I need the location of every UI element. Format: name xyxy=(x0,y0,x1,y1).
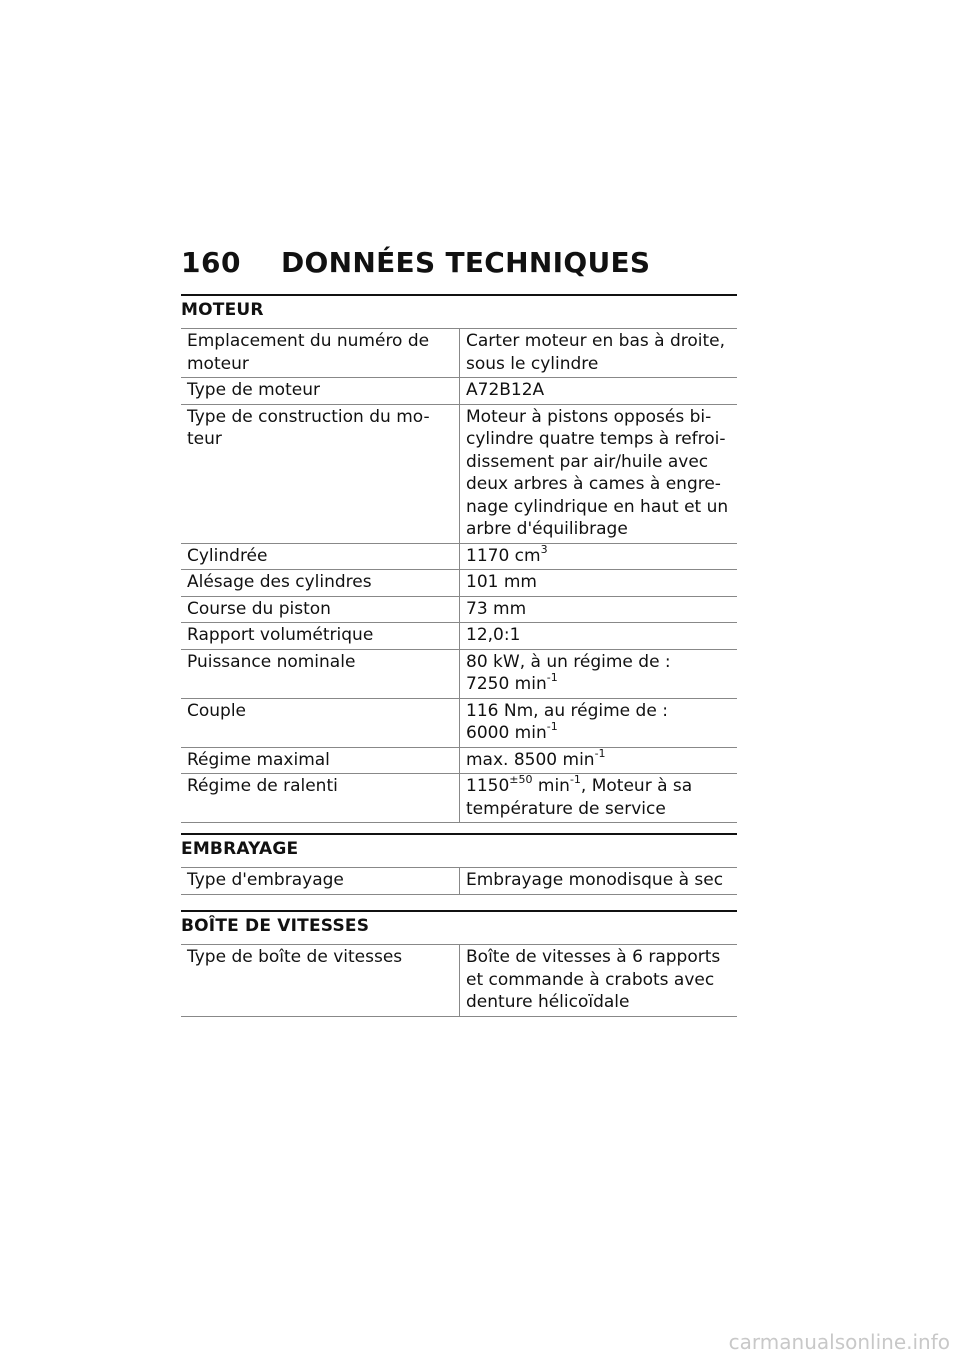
table-row xyxy=(181,378,737,405)
value-superscript: ±50 xyxy=(509,773,533,787)
spec-value: 12,0:1 xyxy=(466,625,521,645)
value-text: 1170 cm xyxy=(466,545,541,566)
table-row xyxy=(181,945,737,1017)
table-row xyxy=(181,543,737,570)
spec-value xyxy=(460,543,738,570)
table-row xyxy=(181,698,737,747)
spec-label: Régime de ralenti xyxy=(181,774,460,823)
value-text: 80 kW, à un régime de : xyxy=(466,651,671,672)
spec-table-embrayage xyxy=(181,867,737,895)
spec-label: Rapport volumétrique xyxy=(181,623,460,650)
table-row xyxy=(181,623,737,650)
value-superscript: 3 xyxy=(540,542,548,556)
value-superscript-unit: -1 xyxy=(569,773,581,787)
table-row xyxy=(181,404,737,543)
value-text-note: , Moteur à sa température de service xyxy=(466,776,693,819)
section-embrayage xyxy=(181,833,737,895)
spec-label: Alésage des cylindres xyxy=(181,570,460,597)
section-title-moteur: MOTEUR xyxy=(181,294,737,328)
spec-table-boite xyxy=(181,944,737,1017)
value-superscript: -1 xyxy=(546,720,558,734)
value-superscript: -1 xyxy=(546,671,558,685)
value-superscript: -1 xyxy=(594,746,606,760)
table-row xyxy=(181,868,737,895)
spec-label: Emplacement du numéro de moteur xyxy=(181,329,460,378)
spec-value xyxy=(460,698,738,747)
spec-value: 101 mm xyxy=(466,572,537,592)
spec-table-moteur xyxy=(181,328,737,823)
value-text-line2: 7250 min xyxy=(466,674,547,694)
spec-value: Embrayage monodisque à sec xyxy=(466,870,724,890)
spec-label: Régime maximal xyxy=(181,747,460,774)
section-title-boite: BOÎTE DE VITESSES xyxy=(181,910,737,944)
value-text: 1150 xyxy=(466,776,510,796)
spec-value xyxy=(460,649,738,698)
page-title: DONNÉES TECHNIQUES xyxy=(281,246,651,279)
spec-label: Type de moteur xyxy=(181,378,460,405)
value-text: max. 8500 min xyxy=(466,749,595,770)
spec-value: Boîte de vitesses à 6 rapports et commande à crabots avec denture hélicoïdale xyxy=(466,947,721,1012)
section-title-embrayage: EMBRAYAGE xyxy=(181,833,737,867)
table-row xyxy=(181,649,737,698)
table-row xyxy=(181,747,737,774)
watermark: carmanualsonline.info xyxy=(728,1330,950,1354)
page-number: 160 xyxy=(181,246,241,279)
spec-value: 73 mm xyxy=(466,598,527,619)
spec-value: Carter moteur en bas à droite, sous le cylindre xyxy=(466,331,726,374)
value-text-unit: min xyxy=(532,776,570,796)
spec-label: Type de boîte de vitesses xyxy=(181,945,460,1017)
value-text: 116 Nm, au régime de : xyxy=(466,700,668,721)
table-row xyxy=(181,774,737,823)
spec-label: Couple xyxy=(181,698,460,747)
spec-value xyxy=(460,747,738,774)
table-row xyxy=(181,329,737,378)
spec-value: A72B12A xyxy=(466,380,545,400)
spec-label: Puissance nominale xyxy=(181,649,460,698)
value-text-line2: 6000 min xyxy=(466,723,547,743)
page-header xyxy=(181,246,737,279)
spec-label: Type de construction du mo-teur xyxy=(181,404,460,543)
table-row xyxy=(181,570,737,597)
spec-label: Type d'embrayage xyxy=(181,868,460,895)
spec-value xyxy=(460,774,738,823)
spec-label: Cylindrée xyxy=(181,543,460,570)
spec-value: Moteur à pistons opposés bi-cylindre quatre temps à refroi-dissement par air/huile avec deux arbres à cames à engre-nage cylindrique en haut et un arbre d'équilibrage xyxy=(466,406,729,539)
section-boite-de-vitesses xyxy=(181,910,737,1017)
section-moteur xyxy=(181,294,737,823)
spec-label: Course du piston xyxy=(181,596,460,623)
table-row xyxy=(181,596,737,623)
